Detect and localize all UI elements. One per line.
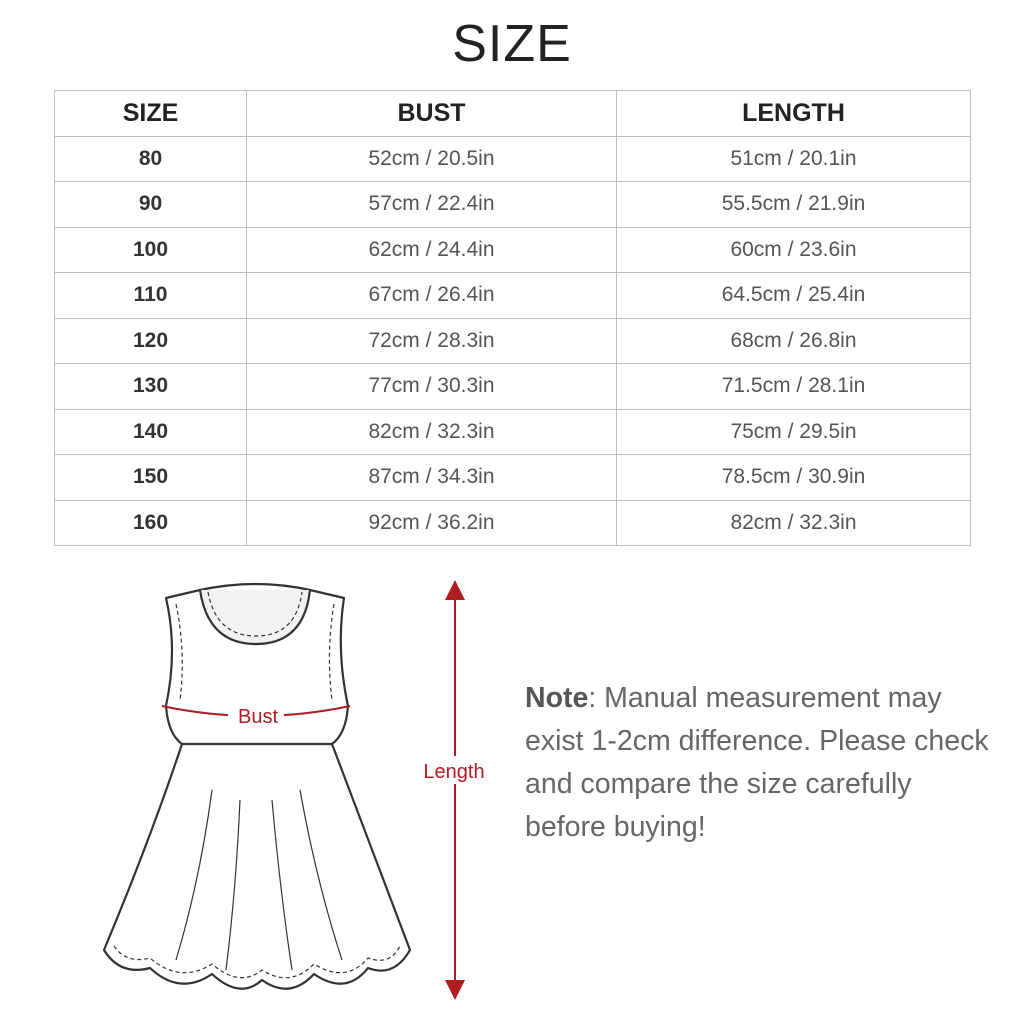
bust-cell: 82cm / 32.3in xyxy=(247,409,617,455)
table-row xyxy=(55,182,971,228)
length-cell: 75cm / 29.5in xyxy=(617,409,971,455)
bust-cell: 67cm / 26.4in xyxy=(247,273,617,319)
page-title: SIZE xyxy=(452,15,572,73)
size-cell: 110 xyxy=(55,273,247,319)
bust-cell: 92cm / 36.2in xyxy=(247,500,617,546)
table-row xyxy=(55,318,971,364)
note-text xyxy=(525,677,995,849)
size-cell: 160 xyxy=(55,500,247,546)
size-cell: 130 xyxy=(55,364,247,410)
table-row xyxy=(55,273,971,319)
bust-measure xyxy=(162,702,350,728)
size-cell: 90 xyxy=(55,182,247,228)
length-label: Length xyxy=(423,761,485,783)
table-row xyxy=(55,227,971,273)
size-cell: 150 xyxy=(55,455,247,501)
bust-cell: 52cm / 20.5in xyxy=(247,136,617,182)
header-bust: BUST xyxy=(247,91,617,137)
table-row xyxy=(55,364,971,410)
length-cell: 51cm / 20.1in xyxy=(617,136,971,182)
length-measure xyxy=(412,590,498,990)
header-length: LENGTH xyxy=(617,91,971,137)
size-chart-table xyxy=(54,90,971,546)
length-cell: 60cm / 23.6in xyxy=(617,227,971,273)
length-cell: 71.5cm / 28.1in xyxy=(617,364,971,410)
bust-cell: 77cm / 30.3in xyxy=(247,364,617,410)
length-cell: 68cm / 26.8in xyxy=(617,318,971,364)
table-row xyxy=(55,455,971,501)
table-header-row xyxy=(55,91,971,137)
length-cell: 78.5cm / 30.9in xyxy=(617,455,971,501)
length-cell: 64.5cm / 25.4in xyxy=(617,273,971,319)
length-cell: 55.5cm / 21.9in xyxy=(617,182,971,228)
size-cell: 80 xyxy=(55,136,247,182)
bust-cell: 72cm / 28.3in xyxy=(247,318,617,364)
size-cell: 120 xyxy=(55,318,247,364)
dress-outline-icon xyxy=(104,584,410,989)
table-row xyxy=(55,500,971,546)
note-body: : Manual measurement may exist 1-2cm difference. Please check and compare the size carefully before buying! xyxy=(525,682,989,843)
bust-cell: 57cm / 22.4in xyxy=(247,182,617,228)
table-row xyxy=(55,409,971,455)
note-label: Note xyxy=(525,682,589,714)
bust-cell: 62cm / 24.4in xyxy=(247,227,617,273)
size-cell: 100 xyxy=(55,227,247,273)
size-cell: 140 xyxy=(55,409,247,455)
bust-cell: 87cm / 34.3in xyxy=(247,455,617,501)
bust-label: Bust xyxy=(237,706,279,728)
table-row xyxy=(55,136,971,182)
length-cell: 82cm / 32.3in xyxy=(617,500,971,546)
header-size: SIZE xyxy=(55,91,247,137)
